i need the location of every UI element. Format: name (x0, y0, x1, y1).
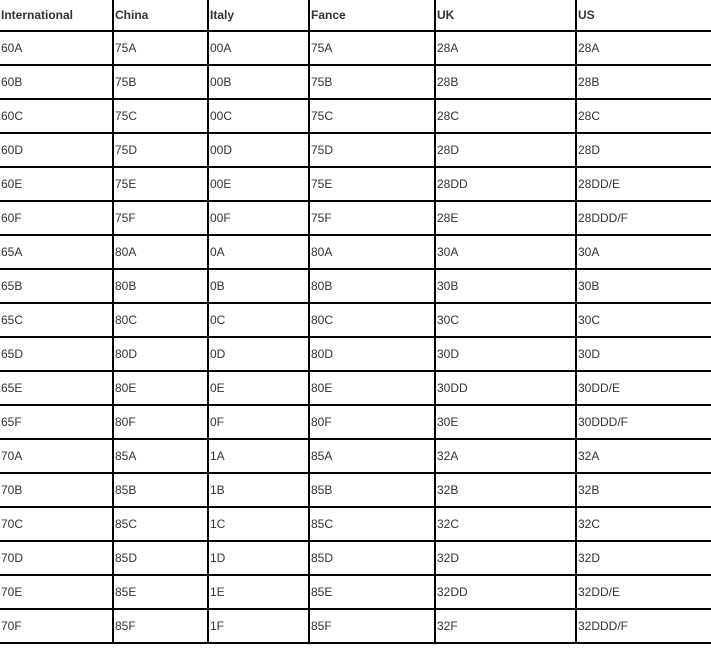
table-row (0, 133, 711, 167)
cell-france: 75A (309, 31, 435, 65)
cell-italy: 1B (208, 473, 309, 507)
cell-international: 70A (0, 439, 113, 473)
table-row (0, 541, 711, 575)
cell-china: 85C (113, 507, 208, 541)
cell-china: 75F (113, 201, 208, 235)
cell-france: 75B (309, 65, 435, 99)
cell-china: 75C (113, 99, 208, 133)
header-italy: Italy (208, 0, 309, 31)
cell-international: 60B (0, 65, 113, 99)
cell-uk: 32D (435, 541, 576, 575)
cell-france: 80B (309, 269, 435, 303)
cell-france: 75F (309, 201, 435, 235)
cell-international: 60C (0, 99, 113, 133)
cell-us: 32DDD/F (576, 609, 711, 643)
cell-international: 65C (0, 303, 113, 337)
cell-international: 65B (0, 269, 113, 303)
cell-france: 85B (309, 473, 435, 507)
cell-us: 28D (576, 133, 711, 167)
table-row (0, 303, 711, 337)
header-france: Fance (309, 0, 435, 31)
cell-international: 60A (0, 31, 113, 65)
cell-italy: 0B (208, 269, 309, 303)
cell-international: 60E (0, 167, 113, 201)
cell-international: 70D (0, 541, 113, 575)
cell-china: 75B (113, 65, 208, 99)
cell-international: 65E (0, 371, 113, 405)
cell-uk: 28E (435, 201, 576, 235)
cell-france: 85A (309, 439, 435, 473)
cell-us: 28A (576, 31, 711, 65)
table-row (0, 405, 711, 439)
cell-us: 32B (576, 473, 711, 507)
cell-china: 80C (113, 303, 208, 337)
table-row (0, 201, 711, 235)
cell-uk: 32F (435, 609, 576, 643)
header-international: International (0, 0, 113, 31)
cell-uk: 30C (435, 303, 576, 337)
cell-us: 30DDD/F (576, 405, 711, 439)
cell-italy: 00E (208, 167, 309, 201)
cell-international: 70F (0, 609, 113, 643)
cell-china: 80A (113, 235, 208, 269)
header-us: US (576, 0, 711, 31)
cell-france: 85F (309, 609, 435, 643)
table-row (0, 65, 711, 99)
cell-international: 70C (0, 507, 113, 541)
cell-china: 75E (113, 167, 208, 201)
cell-italy: 00F (208, 201, 309, 235)
cell-us: 28DD/E (576, 167, 711, 201)
cell-france: 80E (309, 371, 435, 405)
cell-china: 85D (113, 541, 208, 575)
cell-china: 75D (113, 133, 208, 167)
cell-france: 75E (309, 167, 435, 201)
header-row (0, 0, 711, 31)
cell-france: 80F (309, 405, 435, 439)
cell-international: 60D (0, 133, 113, 167)
cell-italy: 00B (208, 65, 309, 99)
cell-uk: 28D (435, 133, 576, 167)
cell-italy: 1E (208, 575, 309, 609)
cell-us: 32DD/E (576, 575, 711, 609)
cell-uk: 32DD (435, 575, 576, 609)
cell-italy: 00D (208, 133, 309, 167)
cell-us: 28B (576, 65, 711, 99)
cell-international: 70E (0, 575, 113, 609)
cell-italy: 1A (208, 439, 309, 473)
cell-france: 85E (309, 575, 435, 609)
cell-italy: 00C (208, 99, 309, 133)
cell-china: 80E (113, 371, 208, 405)
table-row (0, 235, 711, 269)
cell-china: 80D (113, 337, 208, 371)
cell-france: 75D (309, 133, 435, 167)
cell-us: 32A (576, 439, 711, 473)
table-row (0, 473, 711, 507)
table-row (0, 167, 711, 201)
cell-china: 80B (113, 269, 208, 303)
cell-international: 65D (0, 337, 113, 371)
cell-china: 80F (113, 405, 208, 439)
cell-us: 30B (576, 269, 711, 303)
cell-uk: 32C (435, 507, 576, 541)
cell-us: 30C (576, 303, 711, 337)
cell-international: 60F (0, 201, 113, 235)
cell-uk: 30E (435, 405, 576, 439)
cell-china: 85E (113, 575, 208, 609)
table-row (0, 337, 711, 371)
cell-uk: 28DD (435, 167, 576, 201)
table-row (0, 609, 711, 643)
cell-france: 80D (309, 337, 435, 371)
cell-china: 85B (113, 473, 208, 507)
table-row (0, 507, 711, 541)
cell-international: 70B (0, 473, 113, 507)
cell-italy: 0D (208, 337, 309, 371)
cell-france: 85D (309, 541, 435, 575)
cell-italy: 00A (208, 31, 309, 65)
cell-italy: 0C (208, 303, 309, 337)
cell-italy: 1C (208, 507, 309, 541)
cell-italy: 0E (208, 371, 309, 405)
cell-us: 28DDD/F (576, 201, 711, 235)
cell-uk: 28A (435, 31, 576, 65)
cell-us: 30A (576, 235, 711, 269)
cell-us: 32D (576, 541, 711, 575)
table-row (0, 269, 711, 303)
table-row (0, 31, 711, 65)
cell-italy: 1F (208, 609, 309, 643)
cell-us: 30D (576, 337, 711, 371)
cell-uk: 32A (435, 439, 576, 473)
cell-italy: 0F (208, 405, 309, 439)
table-row (0, 371, 711, 405)
cell-international: 65F (0, 405, 113, 439)
cell-china: 85A (113, 439, 208, 473)
cell-china: 85F (113, 609, 208, 643)
table-row (0, 439, 711, 473)
cell-us: 30DD/E (576, 371, 711, 405)
header-china: China (113, 0, 208, 31)
cell-us: 28C (576, 99, 711, 133)
cell-uk: 30B (435, 269, 576, 303)
cell-us: 32C (576, 507, 711, 541)
cell-france: 85C (309, 507, 435, 541)
cell-china: 75A (113, 31, 208, 65)
table-body (0, 31, 711, 643)
cell-uk: 32B (435, 473, 576, 507)
cell-france: 80C (309, 303, 435, 337)
cell-france: 80A (309, 235, 435, 269)
cell-italy: 0A (208, 235, 309, 269)
cell-international: 65A (0, 235, 113, 269)
cell-uk: 30A (435, 235, 576, 269)
cell-italy: 1D (208, 541, 309, 575)
header-uk: UK (435, 0, 576, 31)
cell-uk: 28B (435, 65, 576, 99)
table-row (0, 575, 711, 609)
table-row (0, 99, 711, 133)
cell-uk: 30DD (435, 371, 576, 405)
cell-france: 75C (309, 99, 435, 133)
cell-uk: 30D (435, 337, 576, 371)
cell-uk: 28C (435, 99, 576, 133)
